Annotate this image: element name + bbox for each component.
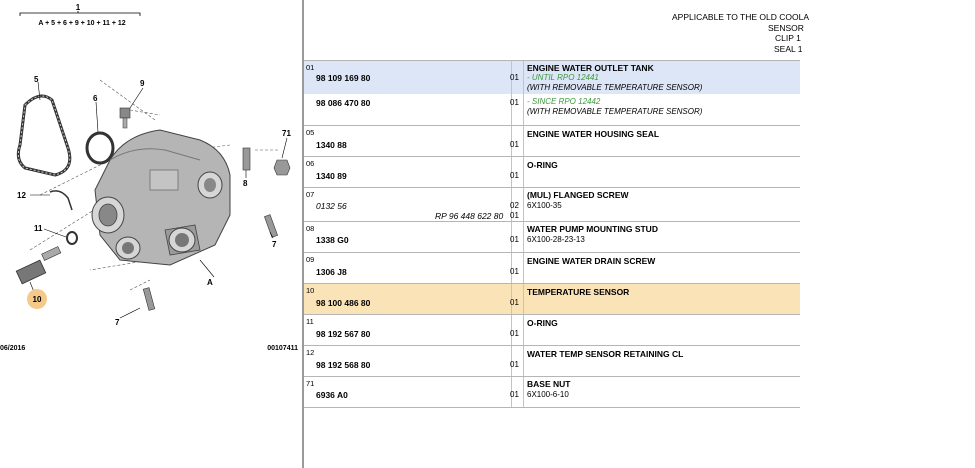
- gasket-part-5: [18, 96, 69, 175]
- rpo-note: - UNTIL RPO 12441: [527, 73, 599, 82]
- diagram-date: 06/2016: [0, 345, 26, 352]
- diagram-drawing-ref: 00107411: [267, 345, 298, 352]
- replacement-part-reference[interactable]: RP 96 448 622 80: [435, 211, 504, 221]
- callout-10[interactable]: 10: [32, 295, 42, 304]
- clip-part-12: [50, 191, 72, 210]
- header-line-4: SEAL 1: [774, 43, 803, 54]
- quantity: 01: [510, 235, 519, 244]
- part-reference[interactable]: 98 086 470 80: [316, 98, 371, 108]
- part-reference[interactable]: 0132 56: [316, 201, 347, 211]
- rpo-note: - SINCE RPO 12442: [527, 97, 601, 106]
- quantity: 01: [510, 171, 519, 180]
- temperature-sensor-part-10: [16, 246, 61, 283]
- table-row-71[interactable]: [304, 376, 800, 408]
- table-row-06[interactable]: [304, 156, 800, 187]
- quantity: 01: [510, 73, 519, 82]
- part-reference[interactable]: 1338 G0: [316, 235, 349, 245]
- part-reference[interactable]: 1306 J8: [316, 267, 347, 277]
- callout-12[interactable]: 12: [17, 191, 26, 200]
- drain-screw-part-9: [120, 108, 130, 128]
- part-reference[interactable]: 98 109 169 80: [316, 73, 371, 83]
- row-index: 08: [306, 224, 315, 233]
- quantity: 02: [510, 201, 519, 210]
- part-description: O-RING: [527, 160, 558, 170]
- base-nut-part-71: [274, 160, 290, 175]
- part-reference[interactable]: 98 100 486 80: [316, 298, 371, 308]
- part-description: (MUL) FLANGED SCREW: [527, 190, 629, 200]
- row-index: 09: [306, 255, 315, 264]
- row-index: 10: [306, 286, 315, 295]
- table-row-01-alt[interactable]: [304, 94, 800, 125]
- row-index: 12: [306, 348, 315, 357]
- callout-7-bottom[interactable]: 7: [115, 318, 120, 327]
- callout-A[interactable]: A: [207, 278, 213, 287]
- part-reference[interactable]: 6936 A0: [316, 390, 348, 400]
- part-description: ENGINE WATER HOUSING SEAL: [527, 129, 660, 139]
- part-reference[interactable]: 1340 88: [316, 140, 347, 150]
- part-spec: 6X100-35: [527, 201, 562, 210]
- callout-8[interactable]: 8: [243, 179, 248, 188]
- part-description: WATER PUMP MOUNTING STUD: [527, 224, 658, 234]
- header-line-2: SENSOR: [768, 22, 804, 33]
- quantity-replacement: 01: [510, 211, 519, 220]
- part-reference[interactable]: 1340 89: [316, 171, 347, 181]
- callout-9[interactable]: 9: [140, 79, 145, 88]
- quantity: 01: [510, 267, 519, 276]
- row-index: 01: [306, 63, 315, 72]
- callout-71[interactable]: 71: [282, 129, 291, 138]
- row-index: 71: [306, 379, 315, 388]
- header-line-3: CLIP 1: [775, 33, 801, 43]
- stud-part-8: [243, 148, 250, 170]
- part-reference[interactable]: 98 192 568 80: [316, 360, 371, 370]
- note-detail: (WITH REMOVABLE TEMPERATURE SENSOR): [527, 107, 703, 116]
- quantity: 01: [510, 329, 519, 338]
- part-description: ENGINE WATER OUTLET TANK: [527, 63, 654, 73]
- table-row-10-selected[interactable]: [304, 283, 800, 314]
- row-index: 05: [306, 128, 315, 137]
- row-index: 06: [306, 159, 315, 168]
- callout-6[interactable]: 6: [93, 94, 98, 103]
- part-spec: 6X100-28-23-13: [527, 235, 585, 244]
- callout-1[interactable]: 1: [75, 3, 81, 12]
- part-reference[interactable]: 98 192 567 80: [316, 329, 371, 339]
- table-row-05[interactable]: [304, 125, 800, 156]
- header-line-1: APPLICABLE TO THE OLD COOLA: [672, 12, 809, 22]
- part-description: BASE NUT: [527, 379, 571, 389]
- o-ring-part-6: [87, 133, 113, 163]
- note-detail: (WITH REMOVABLE TEMPERATURE SENSOR): [527, 83, 703, 92]
- quantity: 01: [510, 298, 519, 307]
- table-row-01[interactable]: [304, 60, 800, 94]
- parts-table: [304, 60, 800, 408]
- quantity: 01: [510, 390, 519, 399]
- applicability-header: [600, 12, 809, 54]
- part-description: ENGINE WATER DRAIN SCREW: [527, 256, 656, 266]
- quantity: 01: [510, 98, 519, 107]
- table-row-09[interactable]: [304, 252, 800, 283]
- row-index: 07: [306, 190, 315, 199]
- part-description: TEMPERATURE SENSOR: [527, 287, 630, 297]
- part-spec: 6X100-6-10: [527, 390, 569, 399]
- table-row-07[interactable]: [304, 187, 800, 221]
- row-index: 11: [306, 317, 314, 326]
- quantity: 01: [510, 360, 519, 369]
- table-row-12[interactable]: [304, 345, 800, 376]
- callout-11[interactable]: 11: [34, 224, 43, 233]
- exploded-parts-diagram: [0, 0, 302, 468]
- callout-7-right[interactable]: 7: [272, 240, 277, 249]
- table-row-08[interactable]: [304, 221, 800, 252]
- callout-5[interactable]: 5: [34, 75, 39, 84]
- part-description: WATER TEMP SENSOR RETAINING CL: [527, 349, 684, 359]
- part-description: O-RING: [527, 318, 558, 328]
- callout-1-subtitle: A + 5 + 6 + 9 + 10 + 11 + 12: [38, 20, 126, 27]
- table-row-11[interactable]: [304, 314, 800, 345]
- screw-part-7-bottom: [143, 288, 154, 311]
- o-ring-part-11: [67, 232, 77, 244]
- quantity: 01: [510, 140, 519, 149]
